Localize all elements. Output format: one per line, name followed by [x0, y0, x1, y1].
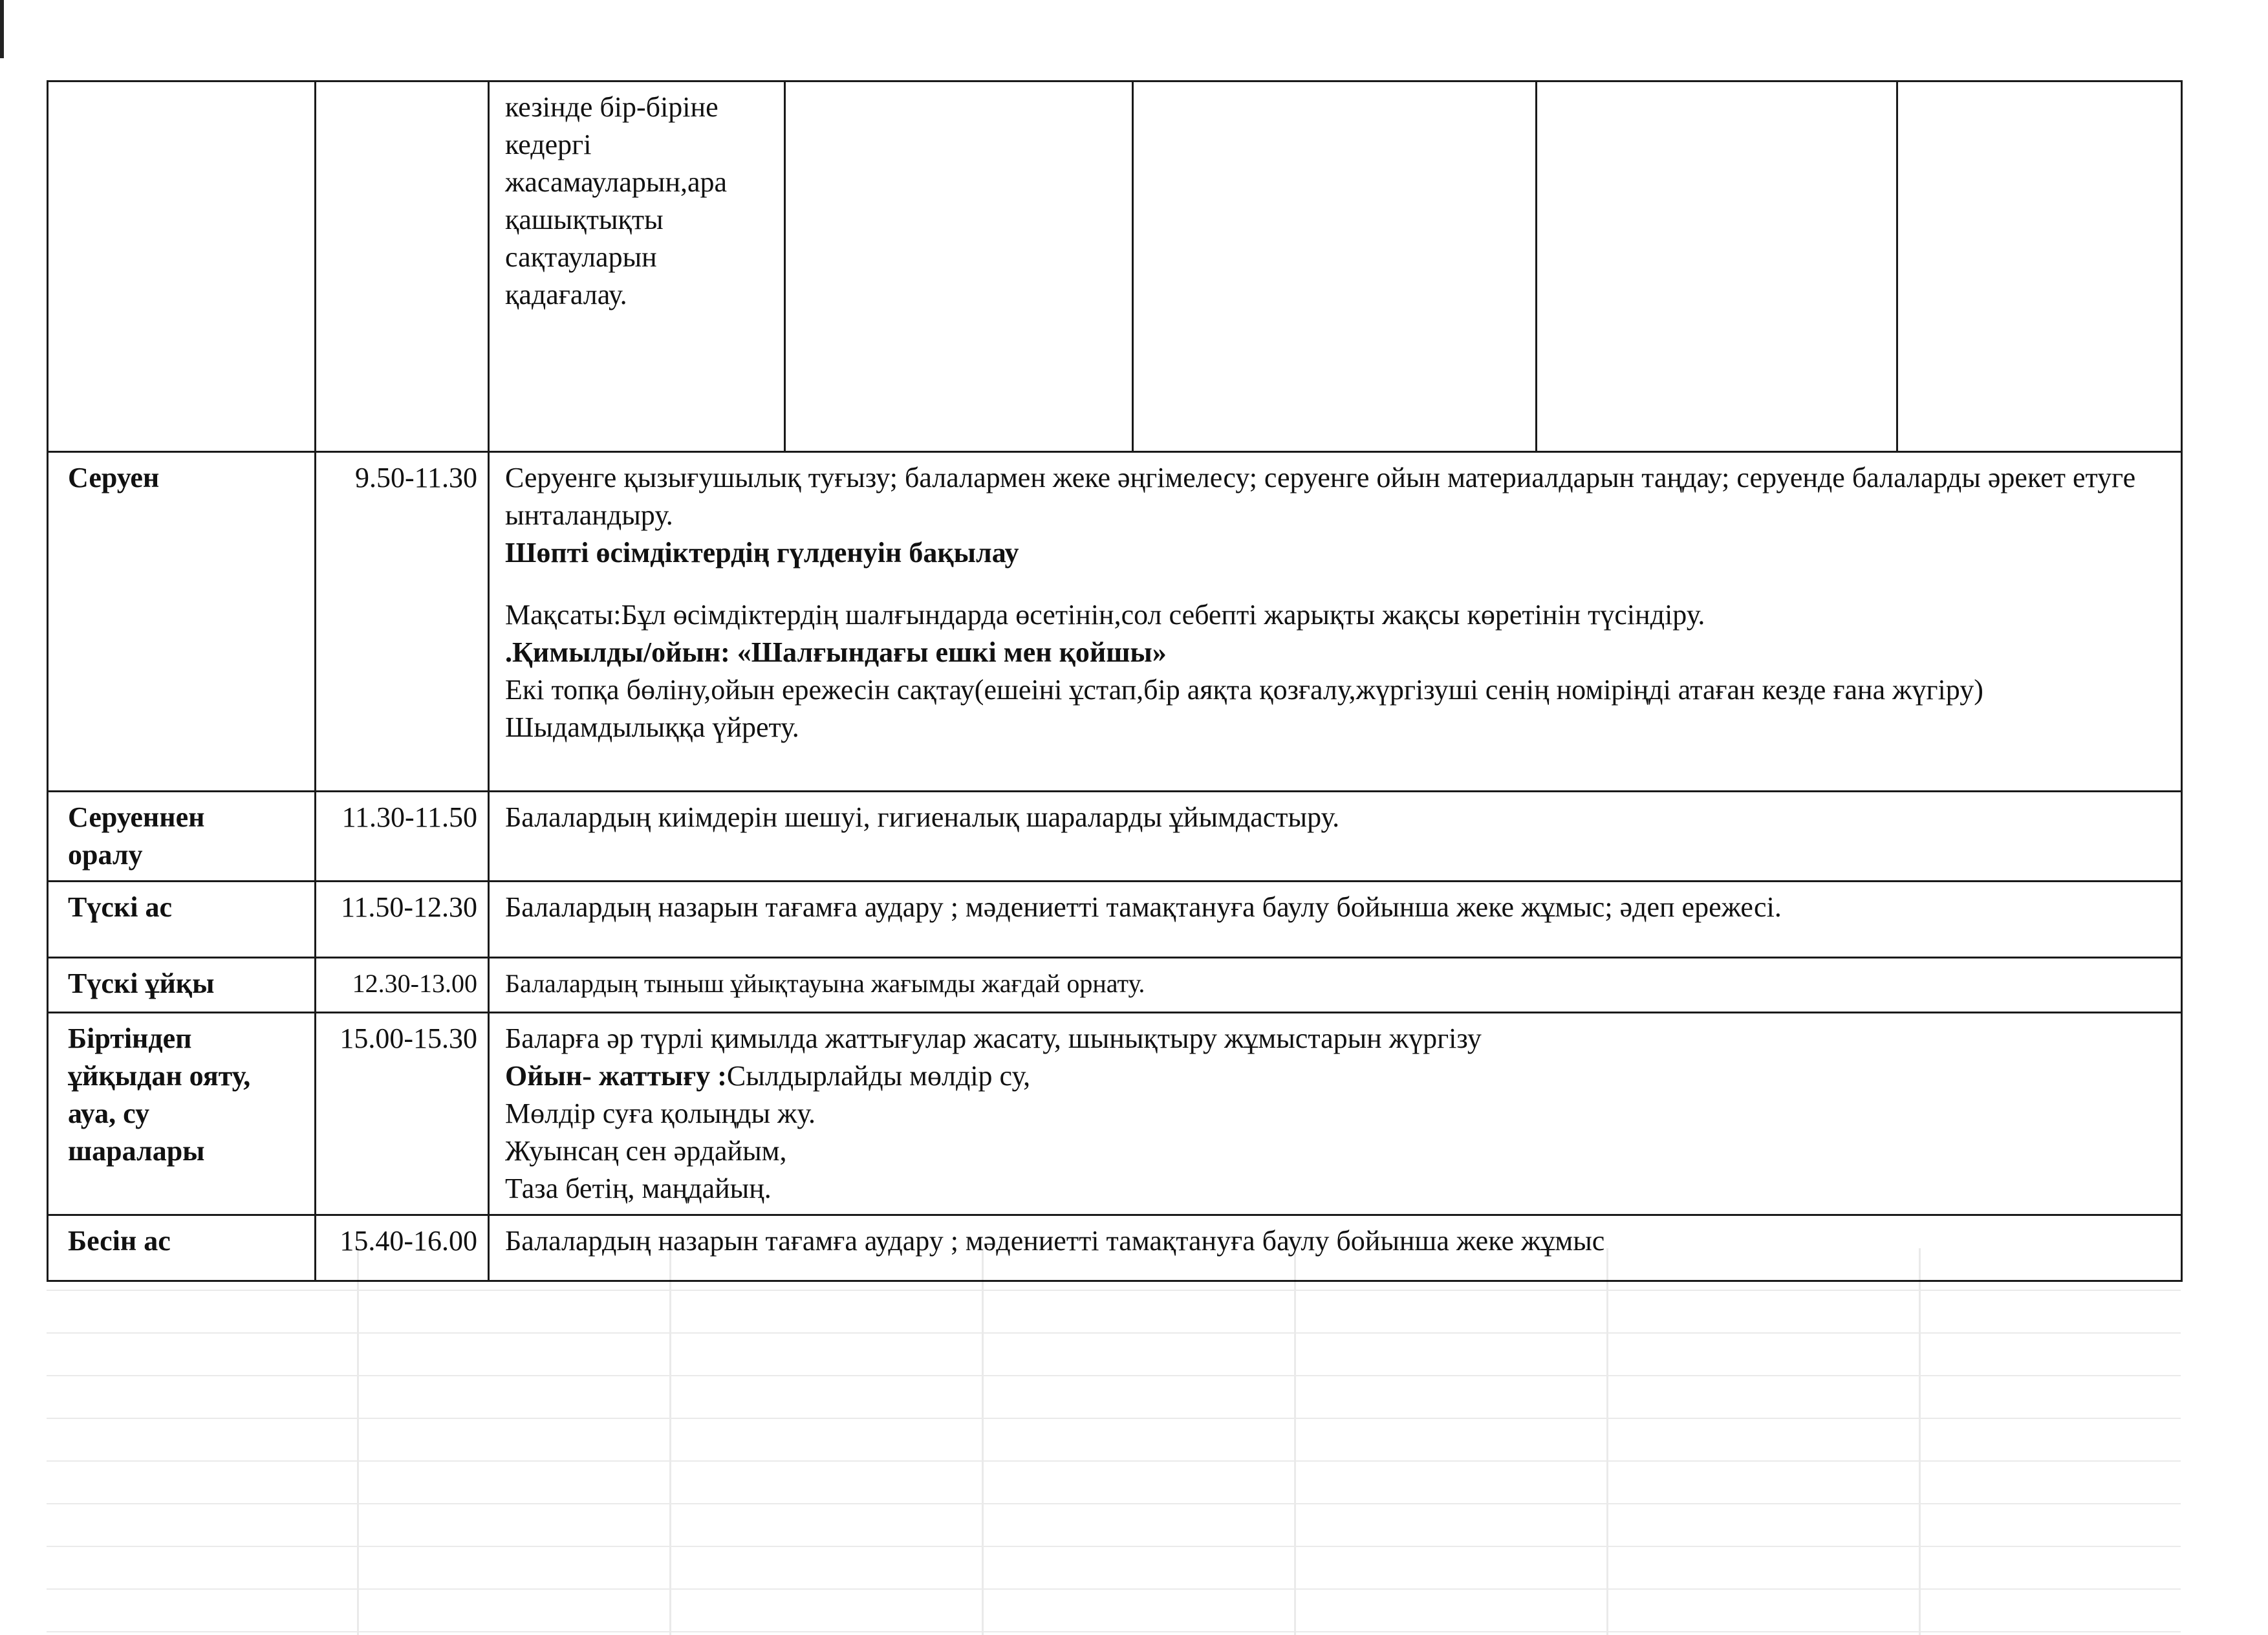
table-row-nap: [48, 958, 2182, 1013]
game-title: .Қимылды/ойын: «Шалғындағы ешкі мен қойшы»: [505, 636, 1167, 668]
game-label: Ойын- жаттығу :: [505, 1060, 727, 1092]
activity-description: Балалардың назарын тағамға аудару ; мәдениетті тамақтануға баулу бойынша жеке жұмыс; әдеп ережесі.: [489, 882, 2182, 958]
activity-name: [48, 958, 316, 1013]
spacer: [505, 572, 2165, 596]
activity-time: 11.50-12.30: [316, 882, 489, 958]
text-line: қадағалау.: [505, 279, 627, 310]
text-line: жасамауларын,ара: [505, 166, 728, 198]
description-paragraph: Серуенге қызығушылық туғызу; балалармен жеке әңгімелесу; серуенге ойын материалдарын таңдау; серуенде балаларды әрекет етуге ынталандыру.: [505, 462, 2136, 531]
activity-name: [48, 792, 316, 882]
activity-time: 12.30-13.00: [316, 958, 489, 1013]
cell-empty: [1537, 81, 1897, 452]
cell-empty: [1133, 81, 1537, 452]
observation-title: Шөпті өсімдіктердің гүлденуін бақылау: [505, 537, 1019, 568]
game-rules: Екі топқа бөліну,ойын ережесін сақтау(ешеіні ұстап,бір аяқта қозғалу,жүргізуші сенің номіріңді атаған кезде ғана жүгіру) Шыдамдылыққа үйрету.: [505, 674, 1983, 743]
activity-time: 11.30-11.50: [316, 792, 489, 882]
activity-description: [489, 452, 2182, 792]
activity-description: Балалардың назарын тағамға аудару ; мәдениетті тамақтануға баулу бойынша жеке жұмыс: [489, 1215, 2182, 1281]
cell-empty: [48, 81, 316, 452]
description-paragraph: Баларға әр түрлі қимылда жаттығулар жасату, шынықтыру жұмыстарын жүргізу: [505, 1023, 1482, 1054]
poem-line: Мөлдір суға қолыңды жу.: [505, 1098, 816, 1129]
text-line: қашықтықты: [505, 204, 664, 235]
activity-name: [48, 452, 316, 792]
table-row-lunch: [48, 882, 2182, 958]
poem-line: Жуынсаң сен әрдайым,: [505, 1135, 787, 1167]
activity-name-line: оралу: [68, 839, 143, 871]
activity-name-line: Біртіндеп: [68, 1023, 192, 1054]
cell-empty: [316, 81, 489, 452]
activity-time: 15.00-15.30: [316, 1013, 489, 1215]
cell-empty: [1897, 81, 2182, 452]
table-row-seruen: [48, 452, 2182, 792]
scan-edge-mark: [0, 0, 4, 58]
table-row-return: [48, 792, 2182, 882]
activity-description: Балалардың киімдерін шешуі, гигиеналық шараларды ұйымдастыру.: [489, 792, 2182, 882]
text-line: сақтауларын: [505, 241, 657, 273]
activity-description: [489, 1013, 2182, 1215]
game-line: [505, 1057, 2165, 1095]
activity-name-line: Түскі ас: [68, 891, 172, 923]
activity-time: 9.50-11.30: [316, 452, 489, 792]
activity-name-line: Түскі ұйқы: [68, 968, 215, 999]
activity-name-line: Серуен: [68, 462, 160, 493]
activity-name: [48, 1013, 316, 1215]
table-row-wakeup: [48, 1013, 2182, 1215]
goal-text: Мақсаты:Бұл өсімдіктердің шалғындарда өсетінін,сол себепті жарықты жақсы көретінін түсіндіру.: [505, 599, 1705, 631]
poem-line: Таза бетің, маңдайың.: [505, 1173, 772, 1204]
activity-name-line: ауа, су: [68, 1098, 150, 1129]
table-row-continuation: [48, 81, 2182, 452]
activity-name: [48, 882, 316, 958]
activity-time: 15.40-16.00: [316, 1215, 489, 1281]
activity-name-line: Бесін ас: [68, 1225, 171, 1257]
activity-description: Балалардың тыныш ұйықтауына жағымды жағдай орнату.: [489, 958, 2182, 1013]
text-line: кедергі: [505, 129, 592, 160]
game-text: Сылдырлайды мөлдір су,: [726, 1060, 1031, 1092]
cell-empty: [785, 81, 1133, 452]
text-line: кезінде бір-біріне: [505, 91, 718, 123]
activity-name-line: Серуеннен: [68, 801, 205, 833]
activity-name-line: шаралары: [68, 1135, 205, 1167]
scan-bleed-through: [47, 1248, 2181, 1635]
schedule-table: [47, 80, 2183, 1282]
activity-name-line: ұйқыдан ояту,: [68, 1060, 251, 1092]
cell-continued-text: [489, 81, 785, 452]
